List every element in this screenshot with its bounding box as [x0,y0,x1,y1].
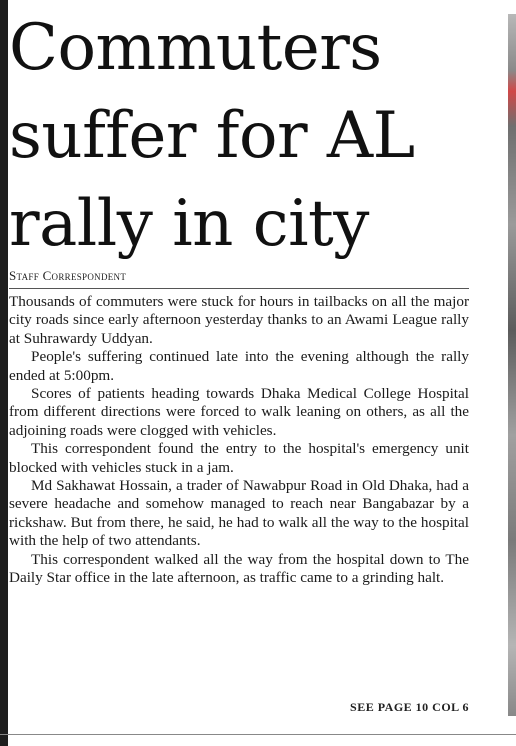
article-body [9,293,469,588]
adjacent-photo-edge [508,14,516,716]
continuation-reference: SEE PAGE 10 COL 6 [350,700,469,714]
page-left-edge [0,0,8,746]
article-byline: Staff Correspondent [9,268,127,283]
byline-divider [9,288,469,289]
article-paragraph: Md Sakhawat Hossain, a trader of Nawabpur Road in Old Dhaka, had a severe headache and somehow managed to reach near Bangabazar by a rickshaw. But from there, he said, he had to walk all the way to the hospital with the help of two attendants. [9,477,469,550]
article-paragraph: This correspondent walked all the way from the hospital down to The Daily Star office in the late afternoon, as traffic came to a grinding halt. [9,550,469,587]
page-bottom-rule [0,734,516,735]
article-paragraph: Scores of patients heading towards Dhaka Medical College Hospital from different directions were forced to walk leaning on others, as all the adjoining roads were clogged with vehicles. [9,385,469,439]
article-paragraph: This correspondent found the entry to the hospital's emergency unit blocked with vehicles stuck in a jam. [9,440,469,476]
article-paragraph: Thousands of commuters were stuck for hours in tailbacks on all the major city roads since early afternoon yesterday thanks to an Awami League rally at Suhrawardy Uddyan. [9,293,469,347]
article-headline: Commuters suffer for AL rally in city [9,11,415,261]
article-paragraph: People's suffering continued late into the evening although the rally ended at 5:00pm. [9,348,469,384]
